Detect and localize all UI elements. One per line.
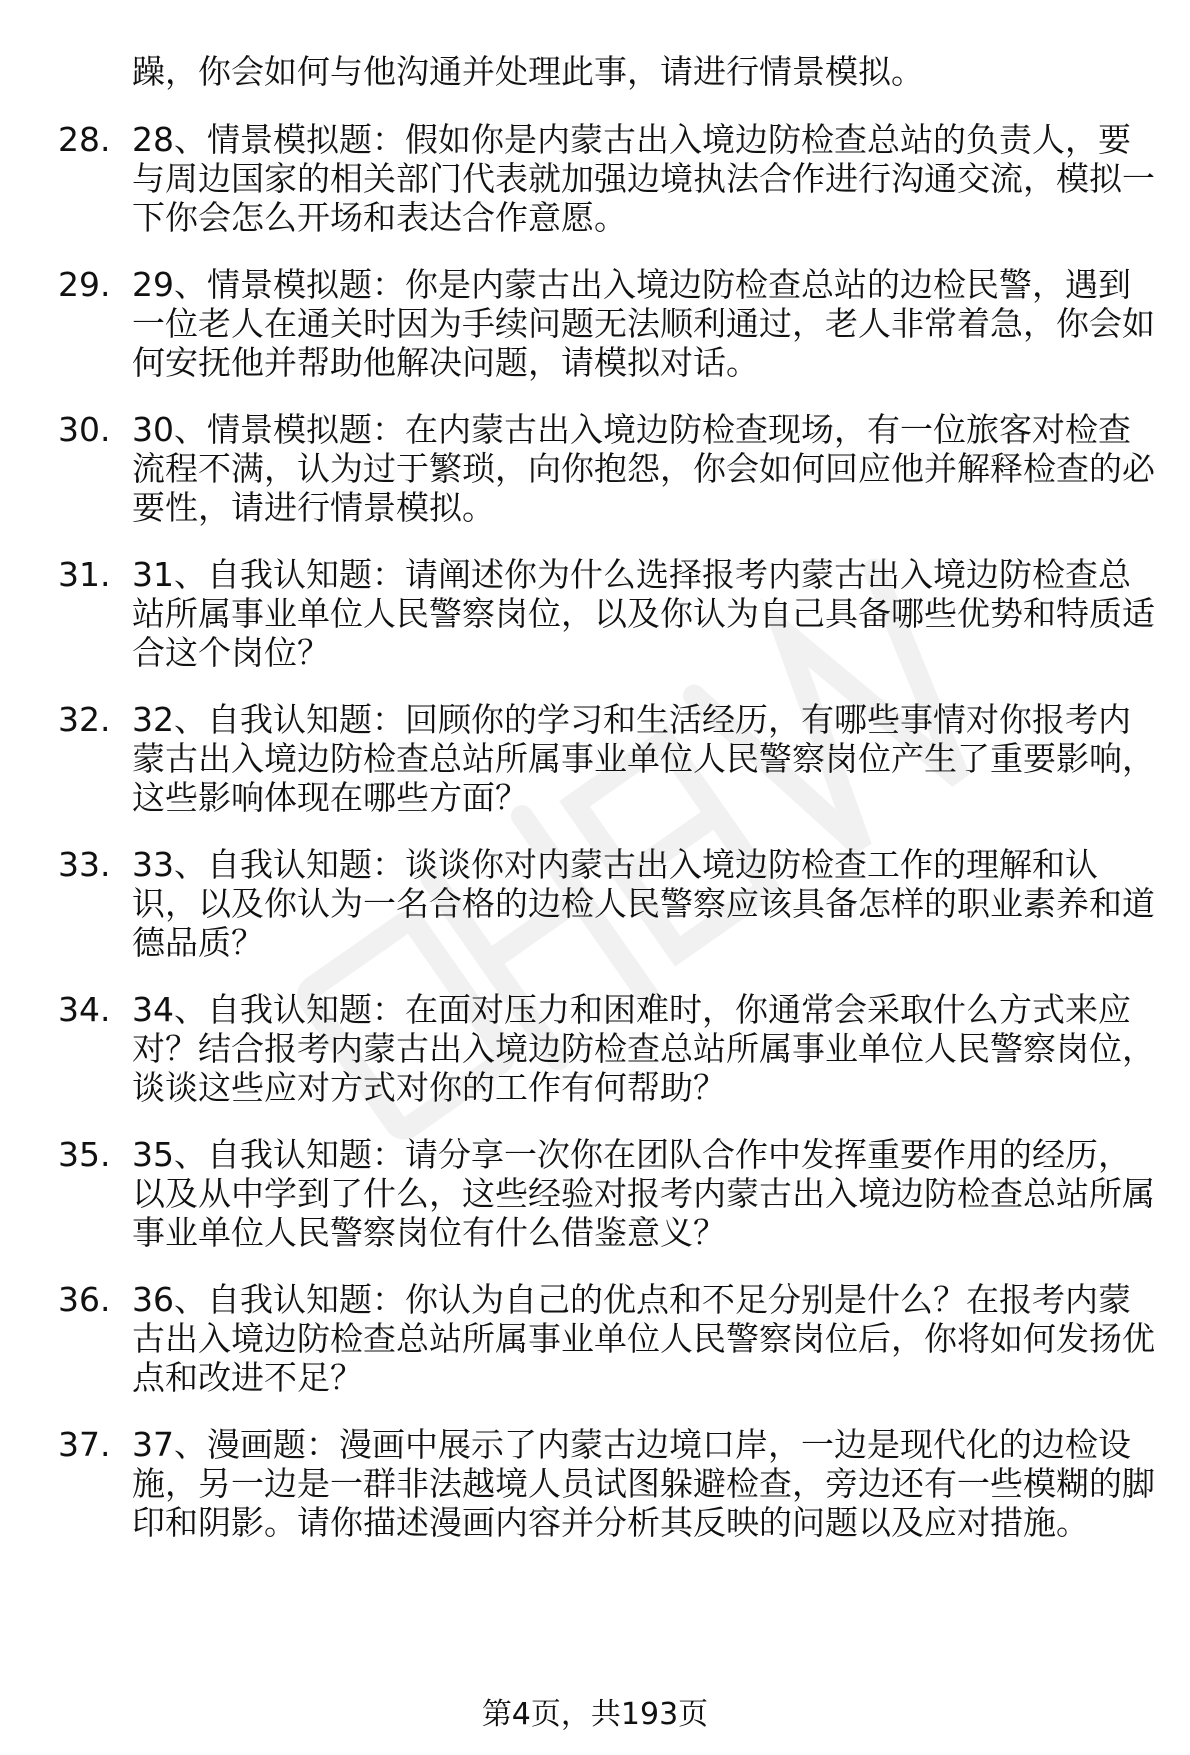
question-item <box>0 265 1190 382</box>
question-number: 35. <box>58 1135 111 1174</box>
question-number: 31. <box>58 555 111 594</box>
question-item <box>0 1280 1190 1397</box>
question-text: 37、漫画题：漫画中展示了内蒙古边境口岸，一边是现代化的边检设施，另一边是一群非法越境人员试图躲避检查，旁边还有一些模糊的脚印和阴影。请你描述漫画内容并分析其反映的问题以及应对措施。 <box>132 1425 1155 1542</box>
question-item <box>0 1135 1190 1252</box>
question-number: 28. <box>58 120 111 159</box>
question-text: 32、自我认知题：回顾你的学习和生活经历，有哪些事情对你报考内蒙古出入境边防检查总站所属事业单位人民警察岗位产生了重要影响，这些影响体现在哪些方面？ <box>132 700 1155 817</box>
question-number: 37. <box>58 1425 111 1464</box>
question-text: 31、自我认知题：请阐述你为什么选择报考内蒙古出入境边防检查总站所属事业单位人民警察岗位，以及你认为自己具备哪些优势和特质适合这个岗位？ <box>132 555 1155 672</box>
question-number: 34. <box>58 990 111 1029</box>
question-item <box>0 120 1190 237</box>
question-number: 32. <box>58 700 111 739</box>
question-text: 28、情景模拟题：假如你是内蒙古出入境边防检查总站的负责人，要与周边国家的相关部门代表就加强边境执法合作进行沟通交流，模拟一下你会怎么开场和表达合作意愿。 <box>132 120 1155 237</box>
question-text: 30、情景模拟题：在内蒙古出入境边防检查现场，有一位旅客对检查流程不满，认为过于繁琐，向你抱怨，你会如何回应他并解释检查的必要性，请进行情景模拟。 <box>132 410 1155 527</box>
question-item <box>0 555 1190 672</box>
continuation-paragraph: 躁，你会如何与他沟通并处理此事，请进行情景模拟。 <box>132 52 924 91</box>
page-footer <box>0 1697 1190 1733</box>
question-item <box>0 845 1190 962</box>
question-text: 36、自我认知题：你认为自己的优点和不足分别是什么？在报考内蒙古出入境边防检查总站所属事业单位人民警察岗位后，你将如何发扬优点和改进不足？ <box>132 1280 1155 1397</box>
question-item <box>0 700 1190 817</box>
question-number: 30. <box>58 410 111 449</box>
question-text: 29、情景模拟题：你是内蒙古出入境边防检查总站的边检民警，遇到一位老人在通关时因为手续问题无法顺利通过，老人非常着急，你会如何安抚他并帮助他解决问题，请模拟对话。 <box>132 265 1155 382</box>
page-number-label: 第4页，共193页 <box>481 1697 709 1732</box>
question-item <box>0 1425 1190 1542</box>
question-item <box>0 410 1190 527</box>
question-text: 34、自我认知题：在面对压力和困难时，你通常会采取什么方式来应对？结合报考内蒙古出入境边防检查总站所属事业单位人民警察岗位，谈谈这些应对方式对你的工作有何帮助？ <box>132 990 1155 1107</box>
question-text: 35、自我认知题：请分享一次你在团队合作中发挥重要作用的经历，以及从中学到了什么，这些经验对报考内蒙古出入境边防检查总站所属事业单位人民警察岗位有什么借鉴意义？ <box>132 1135 1155 1252</box>
question-number: 36. <box>58 1280 111 1319</box>
question-number: 29. <box>58 265 111 304</box>
question-list <box>0 120 1190 1570</box>
question-text: 33、自我认知题：谈谈你对内蒙古出入境边防检查工作的理解和认识，以及你认为一名合格的边检人民警察应该具备怎样的职业素养和道德品质？ <box>132 845 1155 962</box>
question-number: 33. <box>58 845 111 884</box>
question-item <box>0 990 1190 1107</box>
